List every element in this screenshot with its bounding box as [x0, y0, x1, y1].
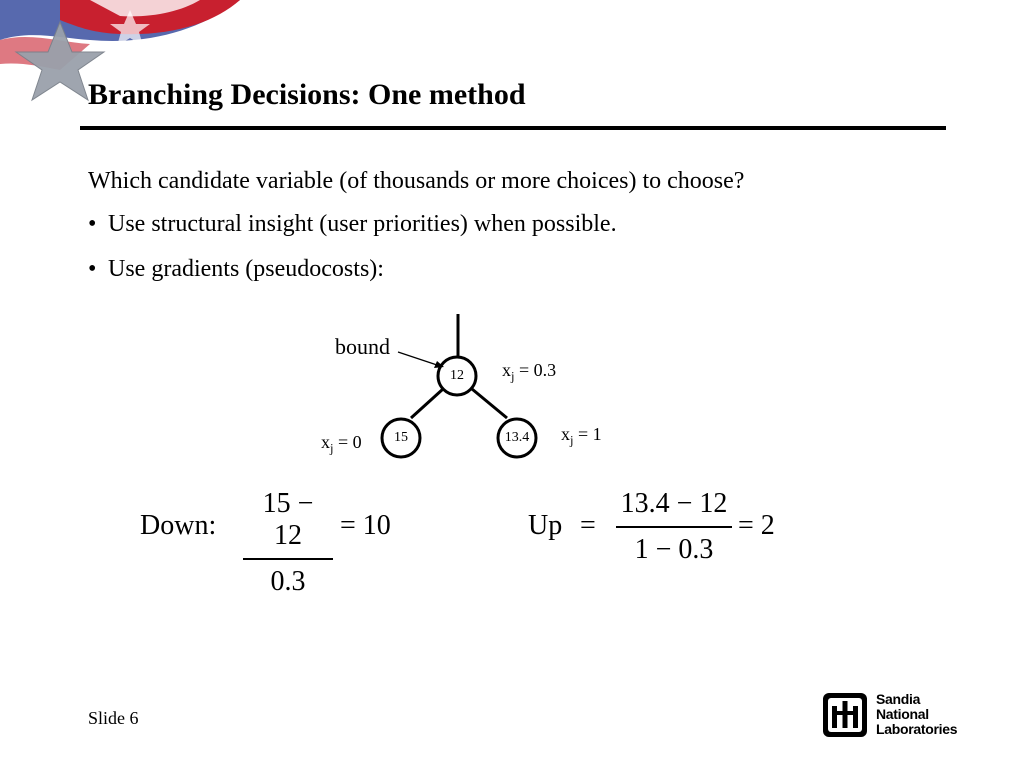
bullet-icon: •: [88, 256, 97, 282]
right-node-value: 13.4: [504, 430, 530, 445]
tree-left-edge: [411, 389, 443, 418]
bullet-text-1: Use structural insight (user priorities) when possible.: [108, 211, 617, 237]
left-node-value: 15: [394, 430, 408, 445]
question-text: Which candidate variable (of thousands or more choices) to choose?: [88, 168, 745, 194]
up-result: = 2: [738, 510, 775, 541]
sandia-logo: [822, 690, 958, 742]
slide-number: Slide 6: [88, 708, 139, 728]
root-node-value: 12: [450, 368, 464, 383]
root-branch-label: $x_j = 0.3$: [502, 360, 557, 384]
right-branch-label: $x_j = 1$: [561, 424, 602, 448]
down-denominator: 0.3: [270, 566, 306, 597]
up-denominator: 1 − 0.3: [634, 534, 714, 565]
up-fraction: [616, 488, 732, 566]
sandia-thunderbird-icon: [822, 692, 868, 738]
down-fraction: [243, 488, 333, 598]
slide-title: Branching Decisions: One method: [88, 78, 526, 111]
bullet-text-2: Use gradients (pseudocosts):: [108, 256, 384, 282]
bound-arrow-line: [398, 352, 440, 366]
up-numerator: 13.4 − 12: [616, 488, 732, 528]
down-label: Down:: [140, 510, 217, 541]
sandia-logo-text: Sandia National Laboratories: [876, 691, 958, 737]
bound-label: bound: [335, 334, 390, 359]
down-numerator: 15 − 12: [243, 488, 333, 560]
bullet-icon: •: [88, 211, 97, 237]
down-result: = 10: [340, 510, 391, 541]
up-label: Up: [528, 510, 563, 541]
up-equals: =: [580, 510, 596, 541]
left-branch-label: $x_j = 0$: [321, 432, 362, 456]
tree-right-edge: [472, 389, 507, 418]
